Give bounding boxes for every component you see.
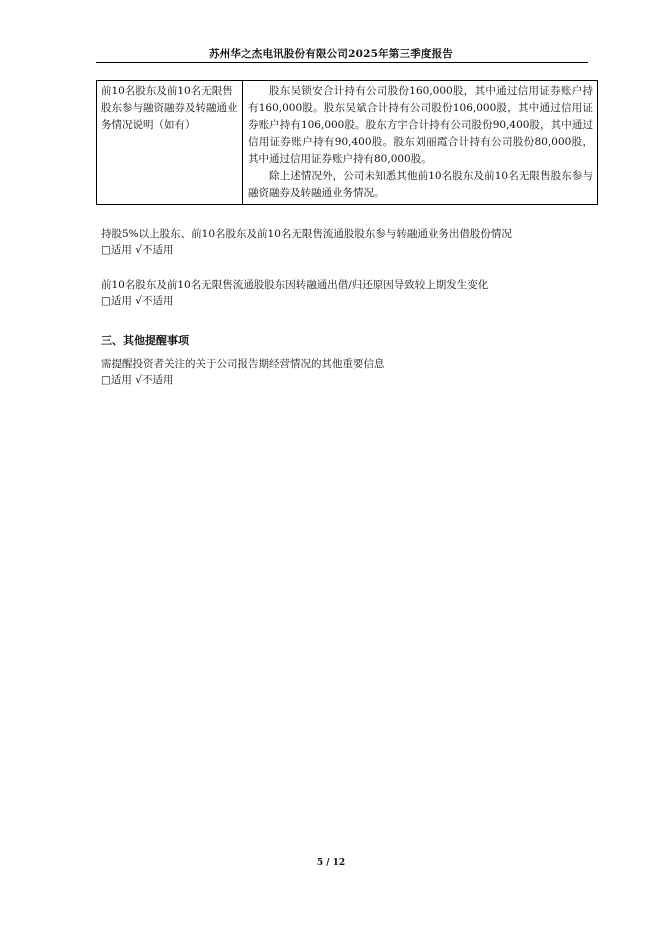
change-section-title: 前10名股东及前10名无限售流通股股东因转融通出借/归还原因导致较上期发生变化 [101, 279, 489, 291]
page-number: 5 / 12 [316, 858, 346, 868]
other-shareholders-paragraph: 除上述情况外，公司未知悉其他前10名股东及前10名无限售股东参与融资融券及转融通业务情况。 [248, 170, 593, 199]
lending-section-options: □适用 √不适用 [101, 244, 174, 256]
header-divider [96, 62, 588, 63]
change-section-options: □适用 √不适用 [101, 295, 174, 307]
other-reminders-options: □适用 √不适用 [101, 374, 174, 386]
shareholder-holdings-paragraph: 股东吴锁安合计持有公司股份160,000股，其中通过信用证券账户持有160,000股。股东吴斌合计持有公司股份106,000股，其中通过信用证券账户持有106,000股。股东方宇合计持有公司股份90,400股，其中通过信用证券账户持有90,400股。股东刘丽霞合计持有公司股份80,000股，其中通过信用证券账户持有80,000股。 [248, 85, 593, 165]
report-header-title: 苏州华之杰电讯股份有限公司2025年第三季度报告 [208, 48, 454, 60]
other-reminders-description: 需提醒投资者关注的关于公司报告期经营情况的其他重要信息 [101, 358, 385, 370]
other-reminders-heading: 三、其他提醒事项 [101, 334, 189, 347]
margin-trading-info-table [96, 80, 598, 205]
table-label-cell: 前10名股东及前10名无限售股东参与融资融券及转融通业务情况说明（如有） [97, 81, 243, 205]
lending-section-title: 持股5%以上股东、前10名股东及前10名无限售流通股股东参与转融通业务出借股份情况 [101, 228, 512, 240]
table-row [97, 81, 598, 205]
table-content-cell [243, 81, 598, 205]
